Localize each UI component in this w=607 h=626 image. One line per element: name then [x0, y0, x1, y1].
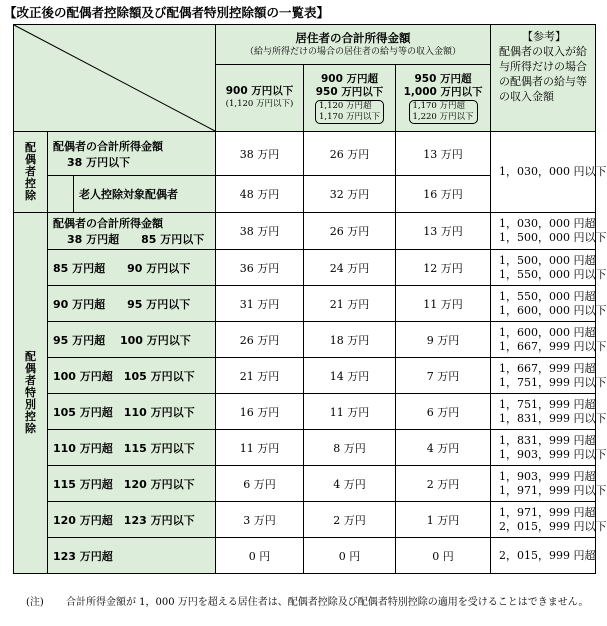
- value-cell: 4 万円: [396, 430, 491, 466]
- row-label-b0-line2: 38 万円超 85 万円以下: [67, 233, 205, 246]
- row-label-b2: 90 万円超 95 万円以下: [48, 286, 216, 322]
- reference-value: 1，903，999 円超: [499, 469, 596, 483]
- reference-value: 1，831，999 円以下: [499, 411, 607, 425]
- value-cell: 8 万円: [304, 430, 396, 466]
- row-label-b1: 85 万円超 90 万円以下: [48, 250, 216, 286]
- value-cell: 2 万円: [396, 466, 491, 502]
- value-cell: 48 万円: [216, 176, 304, 213]
- reference-cell: [491, 132, 607, 213]
- reference-cell: [491, 430, 607, 466]
- col-header-1-sub: (1,120 万円以下): [225, 99, 294, 109]
- reference-cell: [491, 466, 607, 502]
- value-cell: 7 万円: [396, 358, 491, 394]
- row-label-b3: 95 万円超 100 万円以下: [48, 322, 216, 358]
- value-cell: 0 円: [304, 538, 396, 574]
- value-cell: 36 万円: [216, 250, 304, 286]
- reference-value: 1，500，000 円超: [499, 253, 596, 267]
- reference-cell: [491, 538, 596, 574]
- row-label-b6: 110 万円超 115 万円以下: [48, 430, 216, 466]
- footnote-label: (注): [26, 597, 44, 608]
- col-header-1: [216, 65, 304, 132]
- reference-title: 【参考】: [522, 30, 567, 43]
- reference-header: [491, 25, 596, 132]
- row-label-b8: 120 万円超 123 万円以下: [48, 502, 216, 538]
- section-b-char: 控: [25, 410, 36, 423]
- value-cell: 26 万円: [304, 132, 396, 176]
- col-header-3-label1: 950 万円超: [414, 72, 472, 85]
- col-header-3-sub1: 1,170 万円超: [412, 100, 466, 111]
- reference-value: 1，550，000 円超: [499, 289, 596, 303]
- value-cell: 16 万円: [396, 176, 491, 213]
- section-special-deduction-label: [14, 213, 48, 574]
- row-label-b0-line1: 配偶者の合計所得金額: [53, 217, 163, 230]
- col-header-1-label: 900 万円以下: [225, 85, 294, 97]
- reference-value: 1，667，999 円超: [499, 361, 596, 375]
- value-cell: 2 万円: [304, 502, 396, 538]
- reference-cell: [491, 322, 607, 358]
- value-cell: 12 万円: [396, 250, 491, 286]
- section-b-char: 特: [25, 386, 36, 399]
- col-header-2-label1: 900 万円超: [320, 72, 379, 85]
- reference-value: 1，500，000 円以下: [499, 231, 607, 244]
- income-header-sub: （給与所得だけの場合の居住者の給与等の収入金額）: [245, 47, 462, 57]
- reference-value: 2，015，999 円超: [499, 548, 596, 562]
- diagonal-line: [14, 25, 215, 131]
- row-label-b7: 115 万円超 120 万円以下: [48, 466, 216, 502]
- reference-value: 1，600，000 円超: [499, 325, 596, 339]
- reference-value: 1，550，000 円以下: [499, 267, 607, 281]
- reference-value: 2，015，999 円以下: [499, 519, 607, 533]
- reference-value: 1，971，999 円以下: [499, 483, 607, 497]
- reference-value: 1，030，000 円以下: [499, 165, 607, 178]
- row-indent-cell: [48, 176, 74, 213]
- footnote: [26, 596, 596, 610]
- reference-value: 1，751，999 円以下: [499, 375, 607, 389]
- row-label-b5: 105 万円超 110 万円以下: [48, 394, 216, 430]
- row-label-a1-line2: 38 万円以下: [67, 155, 131, 169]
- value-cell: 26 万円: [304, 213, 396, 250]
- value-cell: 18 万円: [304, 322, 396, 358]
- value-cell: 4 万円: [304, 466, 396, 502]
- document-title: 【改正後の配偶者控除額及び配偶者特別控除額の一覧表】: [4, 5, 330, 20]
- deduction-table: [13, 24, 607, 574]
- value-cell: 24 万円: [304, 250, 396, 286]
- value-cell: 21 万円: [304, 286, 396, 322]
- reference-value: 1，030，000 円超: [499, 217, 596, 230]
- value-cell: 32 万円: [304, 176, 396, 213]
- value-cell: 13 万円: [396, 213, 491, 250]
- footnote-text: 合計所得金額が 1，000 万円を超える居住者は、配偶者控除及び配偶者特別控除の適用を受けることはできません。: [66, 597, 589, 608]
- reference-value: 1，971，999 円超: [499, 505, 596, 519]
- value-cell: 0 円: [396, 538, 491, 574]
- reference-value: 1，751，999 円超: [499, 397, 596, 411]
- section-b-char: 者: [25, 374, 36, 387]
- value-cell: 0 円: [216, 538, 304, 574]
- section-a-char: 配: [25, 141, 36, 154]
- income-header: [216, 25, 491, 65]
- corner-cell: [14, 25, 216, 132]
- value-cell: 9 万円: [396, 322, 491, 358]
- row-label-a1: [48, 132, 216, 176]
- section-b-char: 配: [25, 350, 36, 363]
- value-cell: 14 万円: [304, 358, 396, 394]
- col-header-3-label2: 1,000 万円以下: [403, 85, 483, 98]
- value-cell: 3 万円: [216, 502, 304, 538]
- value-cell: 13 万円: [396, 132, 491, 176]
- reference-cell: [491, 286, 607, 322]
- row-label-a2: 老人控除対象配偶者: [74, 176, 216, 213]
- reference-cell: [491, 394, 607, 430]
- value-cell: 16 万円: [216, 394, 304, 430]
- reference-cell: [491, 213, 607, 250]
- value-cell: 31 万円: [216, 286, 304, 322]
- value-cell: 6 万円: [216, 466, 304, 502]
- section-b-char: 偶: [25, 362, 36, 375]
- reference-value: 1，903，999 円以下: [499, 447, 607, 461]
- reference-value: 1，600，000 円以下: [499, 303, 607, 317]
- section-a-char: 控: [25, 177, 36, 190]
- reference-cell: [491, 502, 607, 538]
- section-a-char: 除: [25, 189, 36, 202]
- col-header-2: [304, 65, 396, 132]
- reference-value: 1，831，999 円超: [499, 433, 596, 447]
- value-cell: 26 万円: [216, 322, 304, 358]
- value-cell: 6 万円: [396, 394, 491, 430]
- section-b-char: 別: [25, 398, 36, 411]
- col-header-2-bracket: [315, 100, 384, 124]
- col-header-3-sub2: 1,220 万円以下: [412, 111, 474, 122]
- col-header-2-sub1: 1,120 万円超: [318, 100, 372, 111]
- value-cell: 11 万円: [304, 394, 396, 430]
- income-header-title: 居住者の合計所得金額: [295, 31, 411, 45]
- reference-cell: [491, 358, 607, 394]
- row-label-b0: [48, 213, 216, 250]
- section-spouse-deduction-label: [14, 132, 48, 213]
- col-header-2-sub2: 1,170 万円以下: [318, 111, 381, 122]
- value-cell: 1 万円: [396, 502, 491, 538]
- value-cell: 38 万円: [216, 213, 304, 250]
- value-cell: 11 万円: [216, 430, 304, 466]
- row-label-b9: 123 万円超: [48, 538, 216, 574]
- reference-value: 1，667，999 円以下: [499, 339, 607, 353]
- reference-text: 配偶者の収入が給与所得だけの場合の配偶者の給与等の収入金額: [499, 45, 588, 103]
- value-cell: 21 万円: [216, 358, 304, 394]
- value-cell: 11 万円: [396, 286, 491, 322]
- row-label-a1-line1: 配偶者の合計所得金額: [53, 139, 163, 153]
- section-a-char: 者: [25, 165, 36, 178]
- col-header-2-label2: 950 万円以下: [315, 85, 384, 98]
- section-a-char: 偶: [25, 153, 36, 166]
- col-header-3: [396, 65, 491, 132]
- reference-cell: [491, 250, 607, 286]
- section-b-char: 除: [25, 422, 36, 435]
- value-cell: 38 万円: [216, 132, 304, 176]
- col-header-3-bracket: [409, 100, 478, 124]
- row-label-b4: 100 万円超 105 万円以下: [48, 358, 216, 394]
